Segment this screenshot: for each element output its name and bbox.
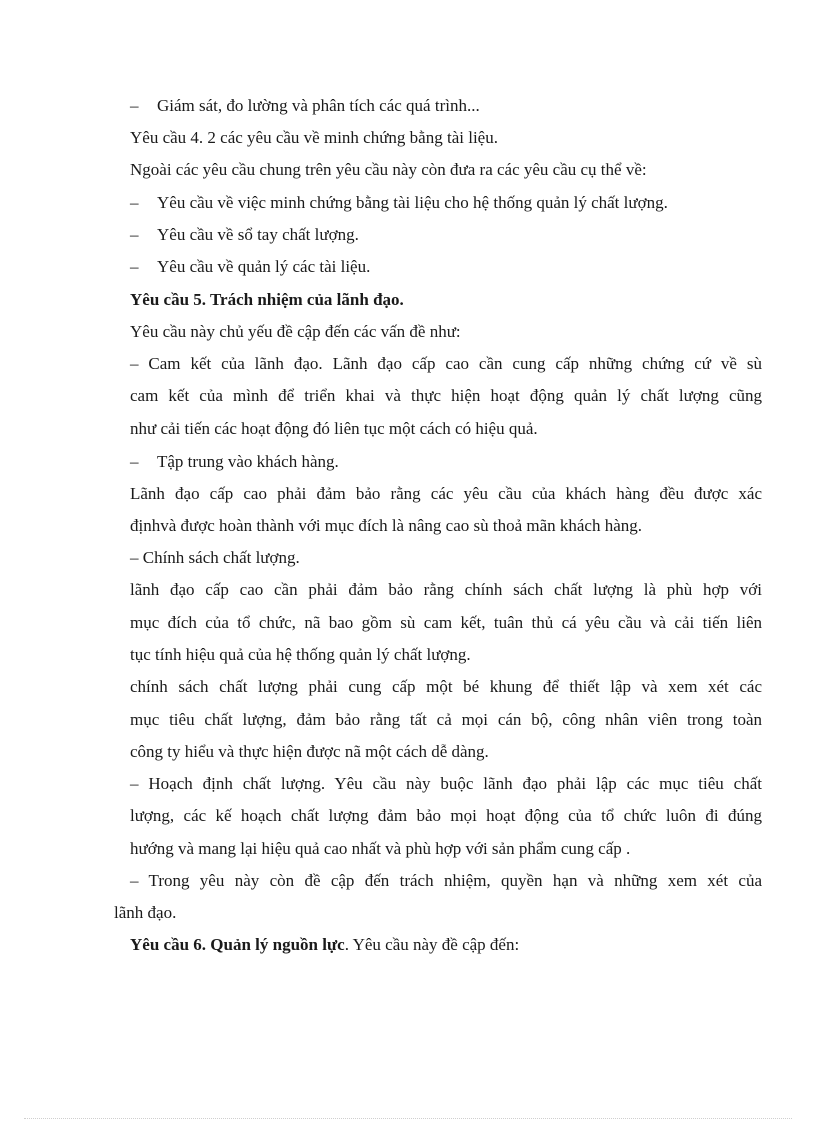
paragraph-line: mục đích của tổ chức, nã bao gồm sù cam kết, tuân thủ cá yêu cầu và cải tiến liên	[130, 613, 762, 632]
paragraph-line: Lãnh đạo cấp cao phải đảm bảo rằng các yêu cầu của khách hàng đều được xác	[130, 484, 762, 503]
bullet-text: Giám sát, đo lường và phân tích các quá trình...	[157, 96, 480, 115]
bullet-text: Yêu cầu về việc minh chứng bằng tài liệu cho hệ thống quản lý chất lượng.	[157, 193, 668, 212]
bullet-dash: –	[130, 193, 139, 212]
paragraph-line: tục tính hiệu quả của hệ thống quản lý chất lượng.	[130, 645, 471, 664]
paragraph-line: lãnh đạo.	[114, 903, 177, 922]
paragraph-line: – Cam kết của lãnh đạo. Lãnh đạo cấp cao cần cung cấp những chứng cứ về sù	[130, 354, 762, 373]
section-heading-tail: . Yêu cầu này đề cập đến:	[344, 935, 520, 954]
paragraph-line: cam kết của mình để triển khai và thực hiện hoạt động quản lý chất lượng cũng	[130, 386, 762, 405]
bullet-line	[130, 95, 480, 117]
paragraph-line: công ty hiểu và thực hiện được nã một cách dễ dàng.	[130, 742, 489, 761]
bullet-text: Yêu cầu về sổ tay chất lượng.	[157, 225, 359, 244]
paragraph-line: chính sách chất lượng phải cung cấp một bé khung để thiết lập và xem xét các	[130, 677, 762, 696]
paragraph-line: địnhvà được hoàn thành với mục đích là nâng cao sù thoả mãn khách hàng.	[130, 516, 643, 535]
bullet-line	[130, 192, 668, 214]
bullet-text: Tập trung vào khách hàng.	[157, 452, 339, 471]
paragraph-line: lãnh đạo cấp cao cần phải đảm bảo rằng chính sách chất lượng là phù hợp với	[130, 580, 762, 599]
paragraph-line: mục tiêu chất lượng, đảm bảo rằng tất cả mọi cán bộ, công nhân viên trong toàn	[130, 710, 762, 729]
section-heading: Yêu cầu 6. Quản lý nguồn lực	[130, 935, 345, 954]
bullet-text: Yêu cầu về quản lý các tài liệu.	[157, 257, 371, 276]
paragraph-line: – Trong yêu này còn đề cập đến trách nhiệm, quyền hạn và những xem xét của	[130, 871, 762, 890]
bullet-line	[130, 256, 370, 278]
section-heading: Yêu cầu 5. Trách nhiệm của lãnh đạo.	[130, 290, 404, 309]
paragraph-line: – Chính sách chất lượng.	[130, 548, 300, 567]
paragraph-line: lượng, các kế hoạch chất lượng đảm bảo mọi hoạt động của tổ chức luôn đi đúng	[130, 806, 762, 825]
paragraph-line: Yêu cầu này chủ yếu đề cập đến các vấn đề như:	[130, 322, 461, 341]
paragraph-line: – Hoạch định chất lượng. Yêu cầu này buộc lãnh đạo phải lập các mục tiêu chất	[130, 774, 762, 793]
bullet-dash: –	[130, 452, 139, 471]
page-bottom-divider	[24, 1118, 792, 1119]
bullet-dash: –	[130, 96, 139, 115]
paragraph-line: như cải tiến các hoạt động đó liên tục một cách có hiệu quả.	[130, 419, 538, 438]
bullet-dash: –	[130, 225, 139, 244]
paragraph-line: Ngoài các yêu cầu chung trên yêu cầu này còn đưa ra các yêu cầu cụ thể về:	[130, 160, 647, 179]
bullet-dash: –	[130, 257, 139, 276]
paragraph-line: Yêu cầu 4. 2 các yêu cầu về minh chứng bằng tài liệu.	[130, 128, 498, 147]
bullet-line	[130, 451, 339, 473]
section-heading-line	[130, 934, 519, 956]
paragraph-line: hướng và mang lại hiệu quả cao nhất và phù hợp với sản phẩm cung cấp .	[130, 839, 631, 858]
bullet-line	[130, 224, 359, 246]
